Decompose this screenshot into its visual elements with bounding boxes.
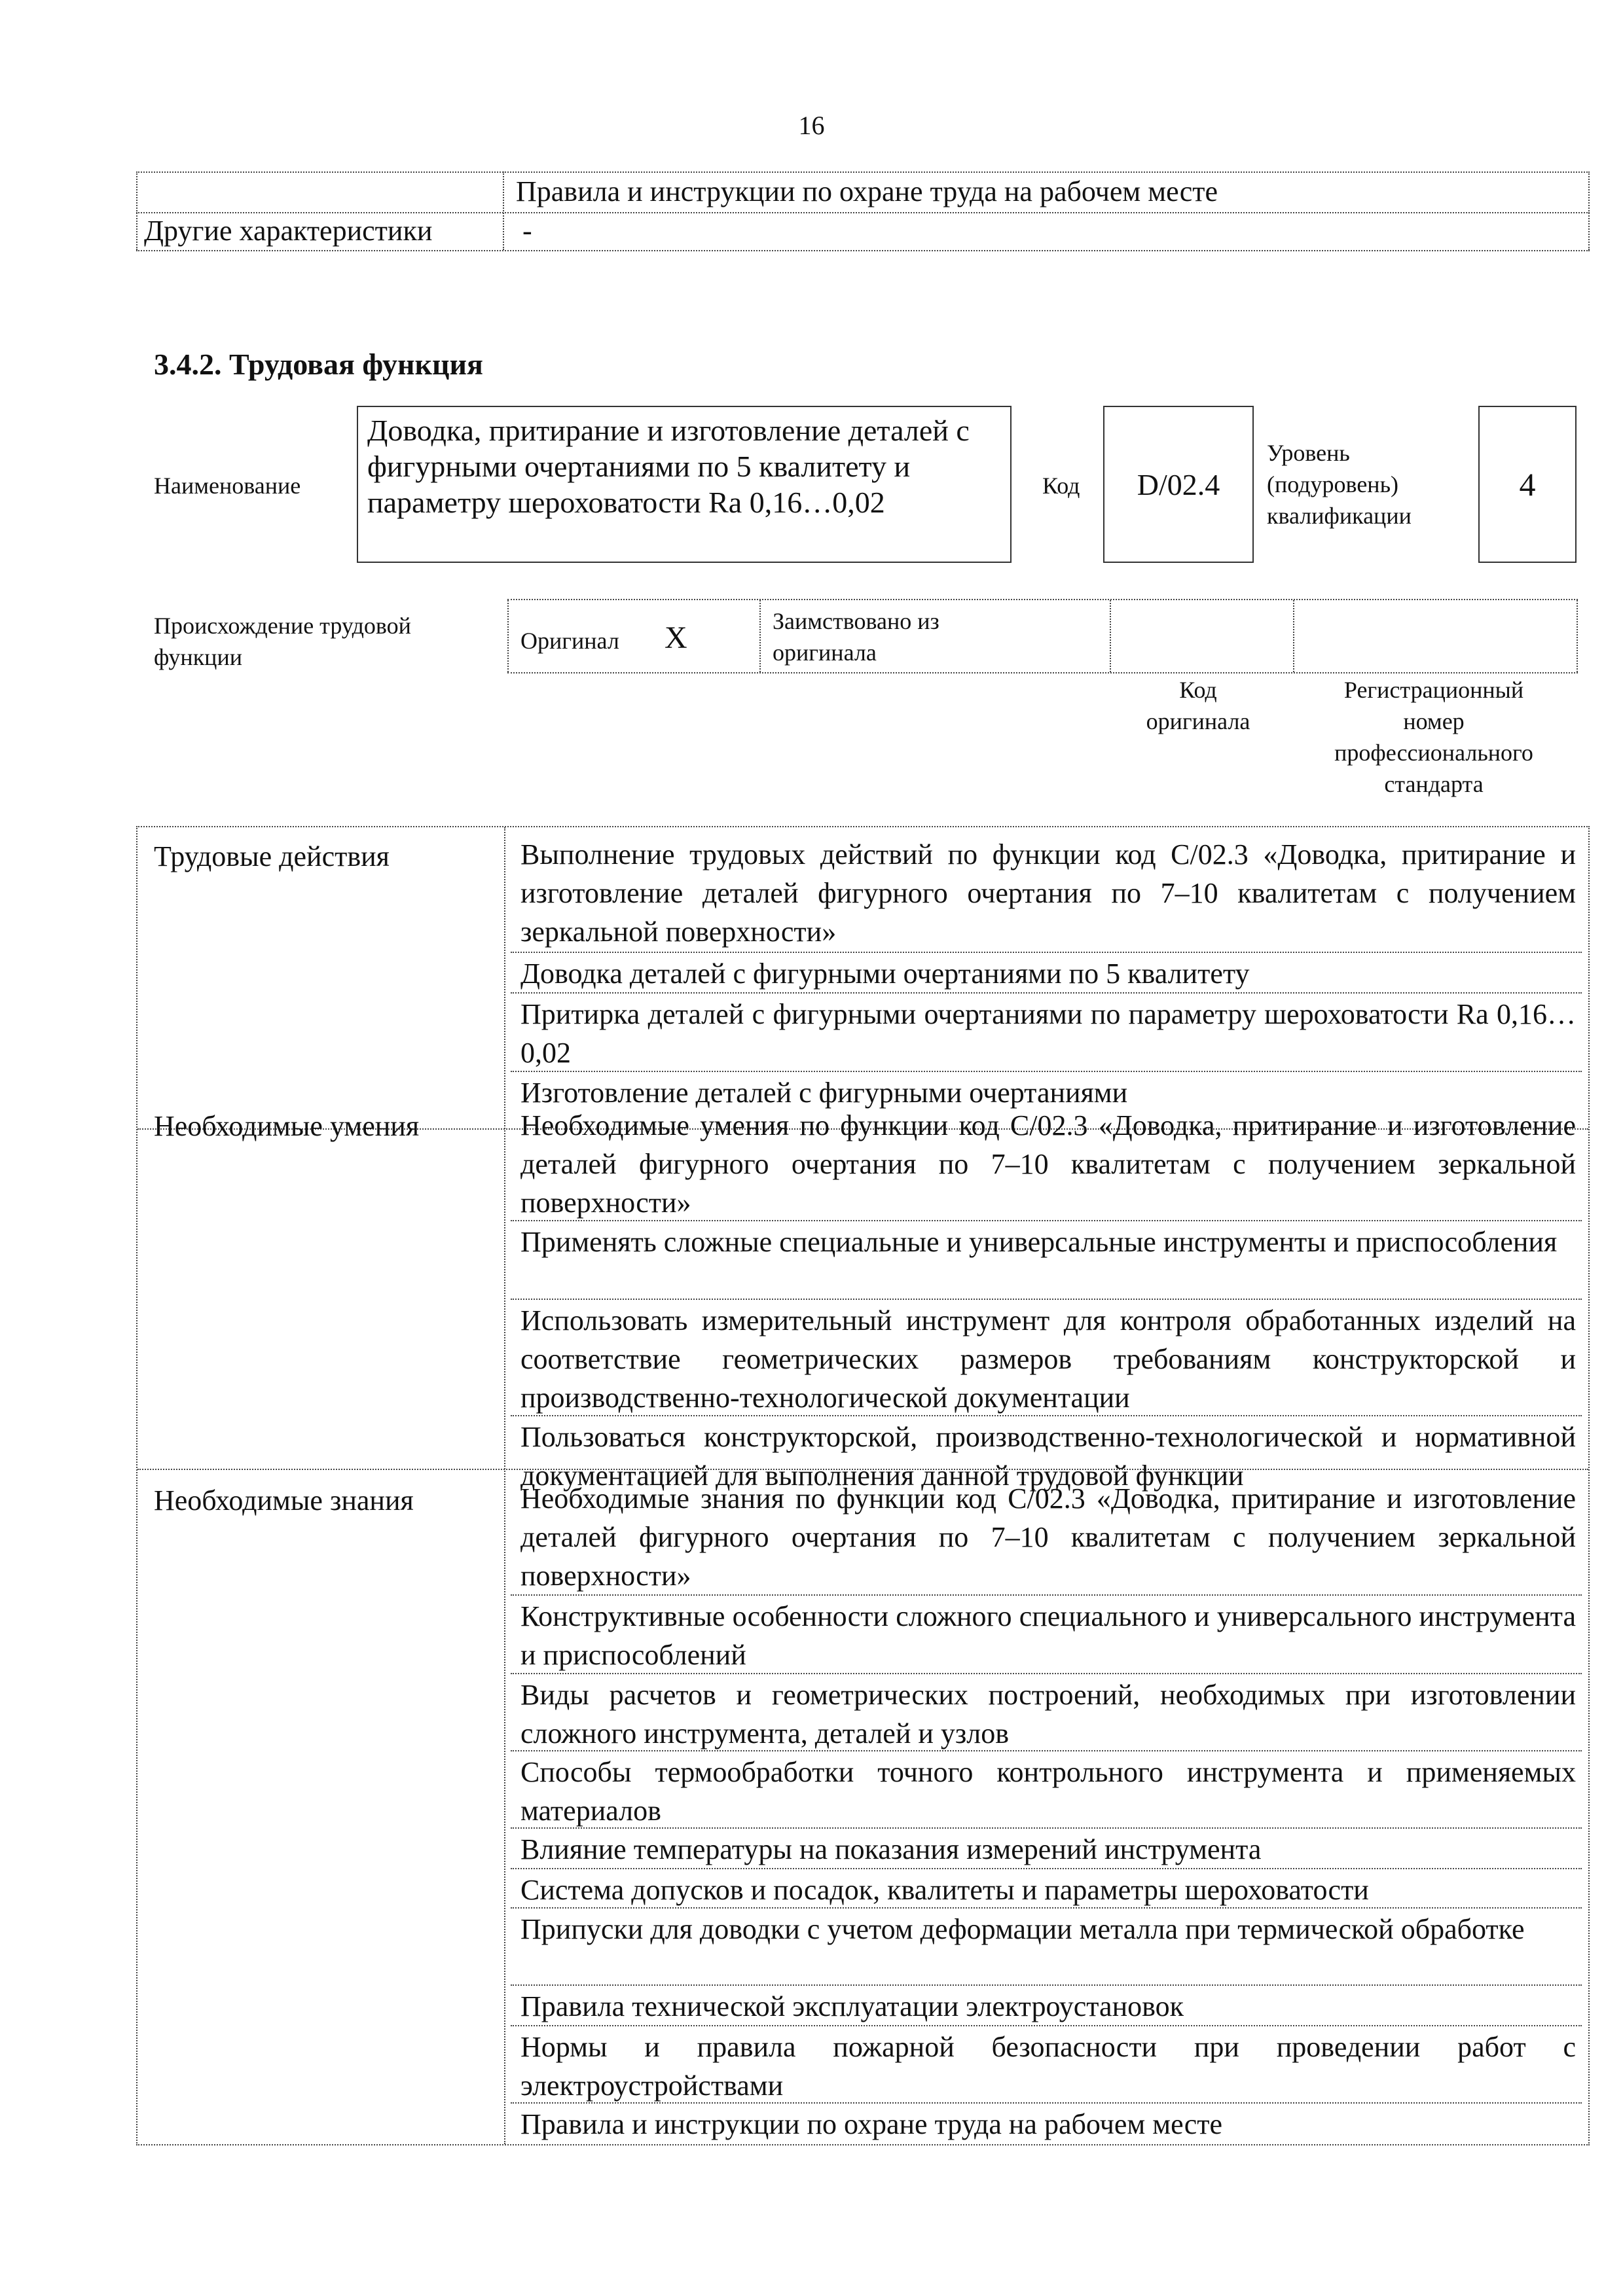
action-item: Изготовление деталей с фигурными очертаниями [520,1077,1128,1109]
origin-row [507,599,1578,673]
original-mark: X [665,620,687,655]
knowledge-item: Правила и инструкции по охране труда на рабочем месте [520,2108,1222,2140]
action-item: Притирка деталей с фигурными очертаниями по параметру шероховатости Ra 0,16…0,02 [520,998,1576,1069]
function-name-box [357,406,1012,563]
knowledge-item: Система допусков и посадок, квалитеты и параметры шероховатости [520,1874,1369,1906]
knowledge-item: Способы термообработки точного контрольного инструмента и применяемых материалов [520,1756,1576,1827]
knowledge-item: Виды расчетов и геометрических построений, необходимых при изготовлении сложного инструмента, деталей и узлов [520,1679,1576,1749]
knowledge-title: Необходимые знания [154,1484,414,1516]
level-value: 4 [1519,466,1536,503]
knowledge-item: Необходимые знания по функции код С/02.3 «Доводка, притирание и изготовление деталей фигурного очертания по 7–10 квалитетам с получением зеркальной поверхности» [520,1482,1576,1592]
name-label: Наименование [154,473,301,499]
skill-item: Пользоваться конструкторской, производственно-технологической и нормативной документацией для выполнения данной трудовой функции [520,1421,1576,1492]
code-label: Код [1042,473,1080,499]
level-box [1478,406,1577,563]
knowledge-item: Влияние температуры на показания измерений инструмента [520,1833,1262,1865]
action-item: Доводка деталей с фигурными очертаниями по 5 квалитету [520,958,1250,990]
skill-item: Использовать измерительный инструмент для контроля обработанных изделий на соответствие геометрических размеров требованиям конструкторской и производственно-технологической документации [520,1304,1576,1414]
top-table-row1-text: Правила и инструкции по охране труда на рабочем месте [516,175,1218,207]
skills-title: Необходимые умения [154,1110,420,1142]
skill-item: Необходимые умения по функции код С/02.3 «Доводка, притирание и изготовление деталей фигурного очертания по 7–10 квалитетам с получением зеркальной поверхности» [520,1109,1576,1219]
code-box [1103,406,1254,563]
page-number: 16 [798,111,825,140]
original-label: Оригинал [520,628,619,654]
knowledge-item: Конструктивные особенности сложного специального и универсального инструмента и приспособлений [520,1600,1576,1671]
code-original-caption: Код оригинала [1146,677,1250,734]
borrowed-label: Заимствовано из оригинала [773,608,939,666]
other-characteristics-value: - [522,215,532,247]
knowledge-item: Припуски для доводки с учетом деформации металла при термической обработке [520,1913,1525,1945]
function-name-value: Доводка, притирание и изготовление деталей с фигурными очертаниями по 5 квалитету и параметру шероховатости Ra 0,16…0,02 [367,414,970,519]
top-table [136,171,1590,250]
knowledge-item: Правила технической эксплуатации электроустановок [520,1990,1184,2022]
actions-title: Трудовые действия [154,840,390,872]
registration-number-caption: Регистрационный номер профессионального стандарта [1334,677,1533,797]
main-table [136,826,1590,2145]
level-label: Уровень (подуровень) квалификации [1267,440,1412,529]
origin-label: Происхождение трудовой функции [154,613,411,670]
section-title: 3.4.2. Трудовая функция [154,348,483,381]
skill-item: Применять сложные специальные и универсальные инструменты и приспособления [520,1226,1558,1258]
action-item: Выполнение трудовых действий по функции код С/02.3 «Доводка, притирание и изготовление деталей фигурного очертания по 7–10 квалитетам с получением зеркальной поверхности» [520,838,1576,948]
code-value: D/02.4 [1137,467,1220,501]
other-characteristics-label: Другие характеристики [144,215,433,247]
knowledge-item: Нормы и правила пожарной безопасности при проведении работ с электроустройствами [520,2031,1576,2102]
